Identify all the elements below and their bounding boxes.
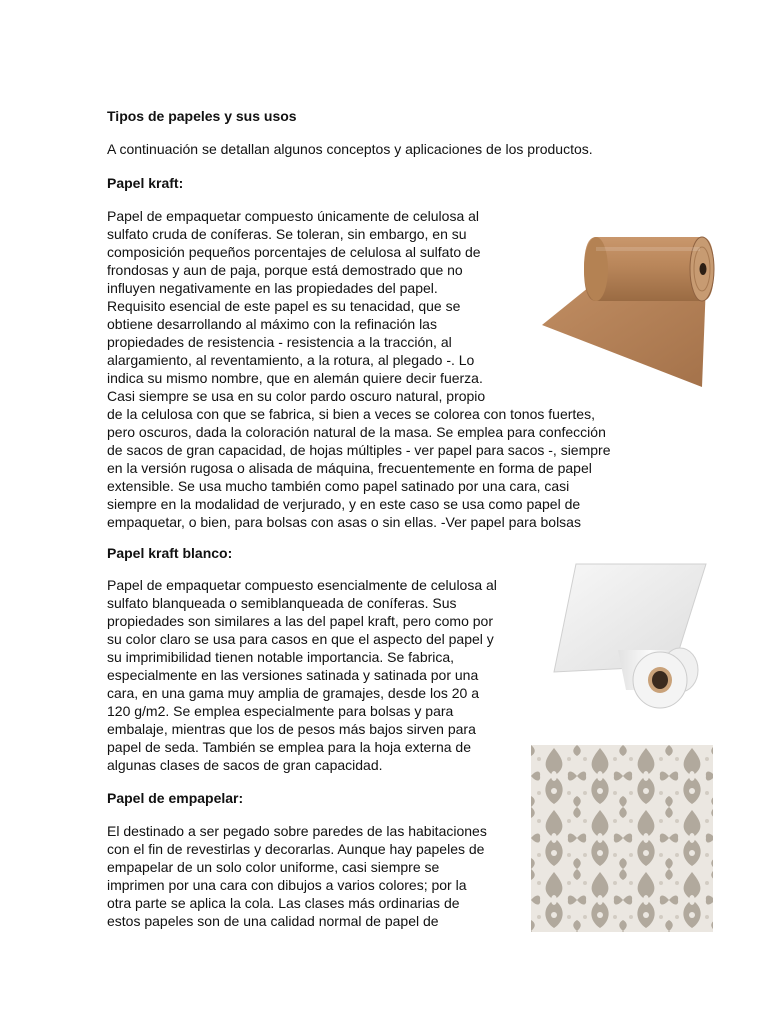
body-line: extensible. Se usa mucho también como papel satinado por una cara, casi: [107, 478, 570, 494]
body-line: papel de seda. También se emplea para la hoja externa de: [107, 739, 471, 755]
section-heading-papel-de-empapelar: Papel de empapelar:: [107, 790, 244, 806]
body-line: empapelar de un solo color uniforme, casi siempre se: [107, 859, 440, 875]
section-heading-papel-kraft-blanco: Papel kraft blanco:: [107, 545, 233, 561]
body-line: Requisito esencial de este papel es su tenacidad, que se: [107, 298, 461, 314]
kraft-paper-roll-image: [536, 207, 720, 390]
white-paper-roll-image: [548, 562, 716, 724]
body-line: algunas clases de sacos de gran capacidad.: [107, 757, 383, 773]
body-line: propiedades de resistencia - resistencia a la tracción, al: [107, 334, 452, 350]
body-line: embalaje, mientras que los de pesos más bajos sirven para: [107, 721, 476, 737]
intro-paragraph: A continuación se detallan algunos conceptos y aplicaciones de los productos.: [107, 141, 593, 157]
body-line: influyen negativamente en las propiedades del papel.: [107, 280, 438, 296]
body-line: indica su mismo nombre, que en alemán quiere decir fuerza.: [107, 370, 483, 386]
body-line: pero oscuros, dada la coloración natural de la masa. Se emplea para confección: [107, 424, 606, 440]
body-line: Papel de empaquetar compuesto esencialmente de celulosa al: [107, 577, 497, 593]
section-heading-papel-kraft: Papel kraft:: [107, 175, 184, 191]
section-body-papel-kraft-blanco: [107, 576, 497, 774]
body-line: frondosas y aun de paja, porque está demostrado que no: [107, 262, 463, 278]
body-line: su color claro se usa para casos en que el aspecto del papel y: [107, 631, 494, 647]
body-line: su imprimibilidad tienen notable importancia. Se fabrica,: [107, 649, 455, 665]
body-line: estos papeles son de una calidad normal de papel de: [107, 913, 439, 929]
body-line: especialmente en las versiones satinada y satinada por una: [107, 667, 479, 683]
body-line: Papel de empaquetar compuesto únicamente de celulosa al: [107, 208, 480, 224]
damask-wallpaper-image: [531, 745, 713, 932]
section-body-papel-de-empapelar: [107, 822, 487, 930]
body-line: empaquetar, o bien, para bolsas con asas o sin ellas. -Ver papel para bolsas: [107, 514, 581, 530]
body-line: de la celulosa con que se fabrica, si bien a veces se colorea con tonos fuertes,: [107, 406, 595, 422]
body-line: cara, en una gama muy amplia de gramajes, desde los 20 a: [107, 685, 479, 701]
body-line: siempre en la modalidad de verjurado, y en este caso se usa como papel de: [107, 496, 581, 512]
body-line: El destinado a ser pegado sobre paredes de las habitaciones: [107, 823, 487, 839]
body-line: propiedades son similares a las del papel kraft, pero como por: [107, 613, 493, 629]
body-line: con el fin de revestirlas y decorarlas. Aunque hay papeles de: [107, 841, 485, 857]
body-line: sulfato blanqueada o semiblanqueada de coníferas. Sus: [107, 595, 457, 611]
body-line: imprimen por una cara con dibujos a varios colores; por la: [107, 877, 467, 893]
body-line: obtiene desarrollando al máximo con la refinación las: [107, 316, 437, 332]
body-line: alargamiento, al reventamiento, a la rotura, al plegado -. Lo: [107, 352, 475, 368]
section-body-papel-kraft: [107, 207, 611, 531]
body-line: sulfato cruda de coníferas. Se toleran, sin embargo, en su: [107, 226, 467, 242]
document-title: Tipos de papeles y sus usos: [107, 108, 297, 124]
body-line: 120 g/m2. Se emplea especialmente para bolsas y para: [107, 703, 454, 719]
body-line: en la versión rugosa o alisada de máquina, frecuentemente en forma de papel: [107, 460, 592, 476]
body-line: otra parte se aplica la cola. Las clases más ordinarias de: [107, 895, 460, 911]
body-line: composición pequeños porcentajes de celulosa al sulfato de: [107, 244, 481, 260]
body-line: de sacos de gran capacidad, de hojas múltiples - ver papel para sacos -, siempre: [107, 442, 611, 458]
body-line: Casi siempre se usa en su color pardo oscuro natural, propio: [107, 388, 486, 404]
